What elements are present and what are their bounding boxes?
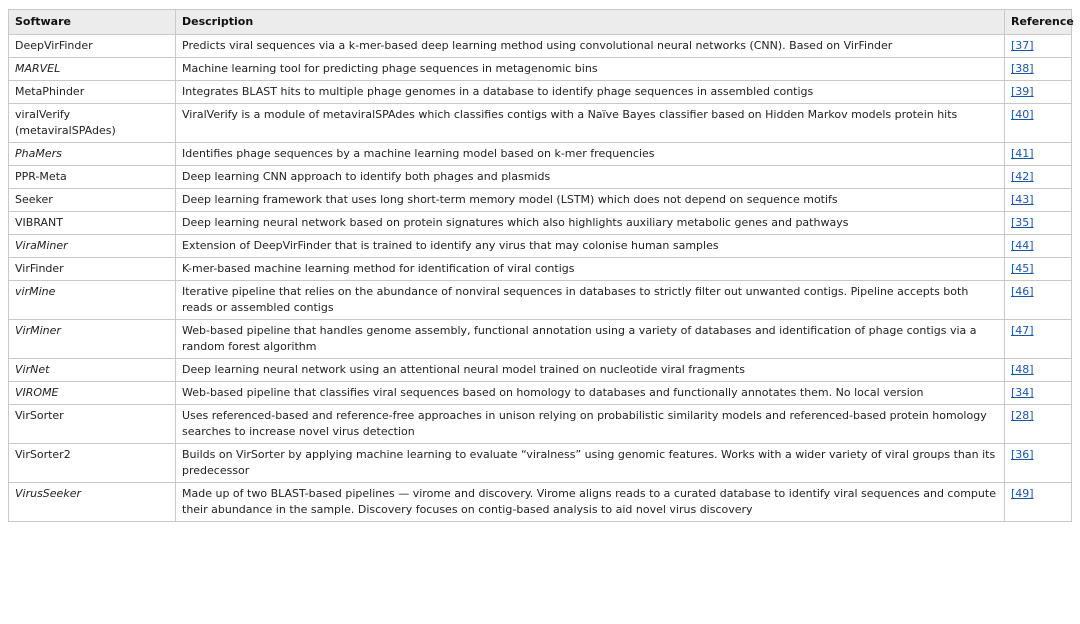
table-row xyxy=(9,320,1072,359)
software-description: Deep learning CNN approach to identify both phages and plasmids xyxy=(176,166,1005,189)
header-description: Description xyxy=(176,10,1005,35)
software-description: Extension of DeepVirFinder that is trained to identify any virus that may colonise human samples xyxy=(176,235,1005,258)
software-name: VirusSeeker xyxy=(9,483,176,522)
software-name: VIROME xyxy=(9,382,176,405)
software-name: VIBRANT xyxy=(9,212,176,235)
reference-link[interactable]: [49] xyxy=(1011,487,1034,500)
table-row xyxy=(9,444,1072,483)
software-name: PhaMers xyxy=(9,143,176,166)
reference-link[interactable]: [45] xyxy=(1011,262,1034,275)
software-table-container xyxy=(8,9,1074,522)
reference-link[interactable]: [39] xyxy=(1011,85,1034,98)
header-software: Software xyxy=(9,10,176,35)
software-name: DeepVirFinder xyxy=(9,35,176,58)
table-row xyxy=(9,212,1072,235)
software-name: VirSorter2 xyxy=(9,444,176,483)
software-table xyxy=(8,9,1072,522)
reference-link[interactable]: [36] xyxy=(1011,448,1034,461)
table-row xyxy=(9,483,1072,522)
software-description: ViralVerify is a module of metaviralSPAdes which classifies contigs with a Naïve Bayes classifier based on Hidden Markov models protein hits xyxy=(176,104,1005,143)
software-description: Predicts viral sequences via a k-mer-based deep learning method using convolutional neural networks (CNN). Based on VirFinder xyxy=(176,35,1005,58)
reference-link[interactable]: [48] xyxy=(1011,363,1034,376)
software-description: Uses referenced-based and reference-free approaches in unison relying on probabilistic similarity models and referenced-based protein homology searches to increase novel virus detection xyxy=(176,405,1005,444)
table-row xyxy=(9,258,1072,281)
reference-link[interactable]: [46] xyxy=(1011,285,1034,298)
software-description: Deep learning neural network based on protein signatures which also highlights auxiliary metabolic genes and pathways xyxy=(176,212,1005,235)
reference-link[interactable]: [43] xyxy=(1011,193,1034,206)
reference-link[interactable]: [44] xyxy=(1011,239,1034,252)
table-row xyxy=(9,281,1072,320)
software-description: Deep learning framework that uses long short-term memory model (LSTM) which does not depend on sequence motifs xyxy=(176,189,1005,212)
header-reference: Reference xyxy=(1005,10,1072,35)
software-description: Iterative pipeline that relies on the abundance of nonviral sequences in databases to strictly filter out unwanted contigs. Pipeline accepts both reads or assembled contigs xyxy=(176,281,1005,320)
reference-link[interactable]: [34] xyxy=(1011,386,1034,399)
software-description: Web-based pipeline that handles genome assembly, functional annotation using a variety of databases and identification of phage contigs via a random forest algorithm xyxy=(176,320,1005,359)
reference-link[interactable]: [40] xyxy=(1011,108,1034,121)
reference-link[interactable]: [47] xyxy=(1011,324,1034,337)
software-description: Identifies phage sequences by a machine learning model based on k-mer frequencies xyxy=(176,143,1005,166)
reference-link[interactable]: [38] xyxy=(1011,62,1034,75)
table-row xyxy=(9,35,1072,58)
software-name: MetaPhinder xyxy=(9,81,176,104)
table-row xyxy=(9,235,1072,258)
reference-link[interactable]: [35] xyxy=(1011,216,1034,229)
table-row xyxy=(9,405,1072,444)
software-name: MARVEL xyxy=(9,58,176,81)
reference-link[interactable]: [41] xyxy=(1011,147,1034,160)
table-row xyxy=(9,81,1072,104)
software-name: PPR-Meta xyxy=(9,166,176,189)
software-description: Builds on VirSorter by applying machine learning to evaluate “viralness” using genomic features. Works with a wider variety of viral groups than its predecessor xyxy=(176,444,1005,483)
software-name: Seeker xyxy=(9,189,176,212)
table-row xyxy=(9,104,1072,143)
table-row xyxy=(9,58,1072,81)
software-name: virMine xyxy=(9,281,176,320)
reference-link[interactable]: [28] xyxy=(1011,409,1034,422)
reference-link[interactable]: [42] xyxy=(1011,170,1034,183)
table-row xyxy=(9,166,1072,189)
table-row xyxy=(9,143,1072,166)
software-name: viralVerify (metaviralSPAdes) xyxy=(9,104,176,143)
software-name: VirFinder xyxy=(9,258,176,281)
software-name: VirNet xyxy=(9,359,176,382)
software-description: Made up of two BLAST-based pipelines — virome and discovery. Virome aligns reads to a curated database to identify viral sequences and compute their abundance in the sample. Discovery focuses on contig-based analysis to aid novel virus discovery xyxy=(176,483,1005,522)
reference-link[interactable]: [37] xyxy=(1011,39,1034,52)
table-row xyxy=(9,382,1072,405)
software-description: K-mer-based machine learning method for identification of viral contigs xyxy=(176,258,1005,281)
software-description: Deep learning neural network using an attentional neural model trained on nucleotide viral fragments xyxy=(176,359,1005,382)
table-header-row xyxy=(9,10,1072,35)
table-row xyxy=(9,359,1072,382)
software-name: ViraMiner xyxy=(9,235,176,258)
software-description: Integrates BLAST hits to multiple phage genomes in a database to identify phage sequences in assembled contigs xyxy=(176,81,1005,104)
table-row xyxy=(9,189,1072,212)
software-description: Web-based pipeline that classifies viral sequences based on homology to databases and functionally annotates them. No local version xyxy=(176,382,1005,405)
software-name: VirSorter xyxy=(9,405,176,444)
software-name: VirMiner xyxy=(9,320,176,359)
software-description: Machine learning tool for predicting phage sequences in metagenomic bins xyxy=(176,58,1005,81)
